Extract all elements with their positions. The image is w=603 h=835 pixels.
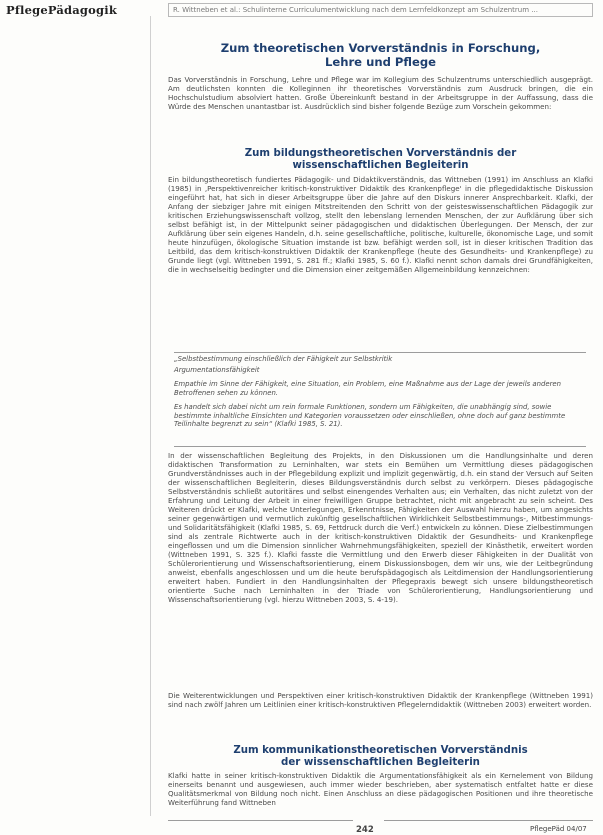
quote-item: „Selbstbestimmung einschließlich der Fähigkeit zur Selbstkritik [174,355,393,363]
footer-rule-right [384,820,593,821]
subsection-title-line1: Zum bildungstheoretischen Vorverständnis der [244,148,517,159]
section-title-line1: Zum theoretischen Vorverständnis in Forschung, [220,41,541,55]
quote-bottom-rule [174,446,586,447]
begleitung-paragraph: In der wissenschaftlichen Begleitung des Projekts, in den Diskussionen um die Handlungsinhalte und deren didaktischen Transformation zu Lerninhalten, war stets ein Bemühen um Vermittlung dieses pädagogischen Grundverständnisses auch in der Pflegebildung explizit und implizit gegenwärtig, d.h. ein stand der Versuch auf Seiten der wissenschaftlichen Begleiterin, dieses Bildungsverständnis durch selbst zu verkörpern. Dieses pädagogische Selbstverständnis schließt autoritäres und selbst einengendes Verhalten aus; ein Verhalten, das nicht zuletzt von der Erfahrung und Leitung der Arbeit in einer freiwilligen Gruppe betrachtet, nicht mit angebracht zu sein scheint. Des Weiteren drückt er Klafki, welche Unterlegungen, Erkenntnisse, Fähigkeiten der Auswahl hierzu haben, um angesichts seiner gegenwärtigen und vermutlich zukünftig gesellschaftlichen Wirklichkeit Selbstbestimmungs-, Mitbestimmungs- und Solidaritätsfähigkeit (Klafki 1985, S. 69, Fettdruck durch die Verf.) entwickeln zu können. Diese Zielbestimmungen sind als zentrale Richtwerte auch in der kritisch-konstruktiven Didaktik der Gesundheits- und Krankenpflege eingeflossen und um die Dimension sinnlicher Wahrnehmungsfähigkeiten, speziell der Kinästhetik, erweitert worden (Wittneben 1991, S. 325 f.). Klafki fasste die Vermittlung und den Erwerb dieser Fähigkeiten in der Dualität von Schülerorientierung und Wissenschaftsorientierung, einem Diskussionsbogen, dem wir uns, wie der Leitbegründung anweist, ebenfalls angeschlossen und um die heute berufspädagogisch als Leitdimension der Handlungsorientierung erweitert haben. Fundiert in den Handlungsinhalten der Pflegepraxis bewegt sich unsere bildungstheoretisch orientierte Suche nach Lerninhalten in der Triade von Schülerorientierung, Handlungsorientierung und Wissenschaftsorientierung (vgl. hierzu Wittneben 2003, S. 4-19). [168,451,593,604]
quote-item: Empathie im Sinne der Fähigkeit, eine Situation, ein Problem, eine Maßnahme aus der Lage der jeweils anderen Betroffenen sehen zu können. [174,380,562,397]
quote-top-rule [174,352,586,353]
subsection-title-line2: der wissenschaftlichen Begleiterin [281,757,480,768]
intro-paragraph: Das Vorverständnis in Forschung, Lehre und Pflege war im Kollegium des Schulzentrums unterschiedlich ausgeprägt. Am deutlichsten konnten die Kolleginnen ihr theoretisches Vorverständnis zum Ausdruck bringen, die ein Hochschulstudium absolviert hatten. Große Übereinkunft bestand in der Arbeitsgruppe in der Auffassung, dass die Würde des Menschen unantastbar ist. Ausdrücklich sind bisher folgende Bezüge zum Vorschein gekommen: [168,75,593,111]
quote-item: Es handelt sich dabei nicht um rein formale Funktionen, sondern um Fähigkeiten, die unabhängig sind, sowie bestimmte inhaltliche Einsichten und Kategorien voraussetzen oder einschließen, ohne doch auf ganz bestimmte Teilinhalte begrenzt zu sein“ (Klafki 1985, S. 21). [174,403,566,429]
subsection-title-line2: wissenschaftlichen Begleiterin [292,160,469,171]
bildung-paragraph: Ein bildungstheoretisch fundiertes Pädagogik- und Didaktikverständnis, das Wittneben (1991) im Anschluss an Klafki (1985) in ‚Perspektivenreicher kritisch-konstruktiver Didaktik des Krankenpflege' in die pflegedidaktische Diskussion eingeführt hat, hat sich in dieser Arbeitsgruppe über die Jahre auf den Diskurs innerer Ansprechbarkeit. Klafki, der Anfang der siebziger Jahre mit einigen Mitstreitenden den Schritt von der geisteswissenschaftlichen Pädagogik zur kritischen Erziehungswissenschaft vollzog, stellt den lebenslang lernenden Menschen, der zur Aufklärung über sich selbst befähigt ist, in der Mittelpunkt seiner pädagogischen und didaktischen Überlegungen. Der Mensch, der zur Aufklärung über sein eigenes Handeln, d.h. seine gesellschaftliche, politische, kulturelle, ökonomische Lage, und somit heute hinzufügen, ökologische Situation imstande ist bzw. befähigt werden soll, ist in dieser kritischen Tradition das Leitbild, das dem kritisch-konstruktiven Didaktik der Krankenpflege (heute des Gesundheits- und Krankenpflege) zu Grunde liegt (vgl. Wittneben 1991, S. 281 ff.; Klafki 1985, S. 60 f.). Klafki nennt schon damals drei Grundfähigkeiten, die in wechselseitig bedingter und die Dimension einer zeitgemäßen Allgemeinbildung kennzeichnen: [168,175,593,274]
footer-rule-left [168,820,353,821]
page-header [0,0,603,22]
journal-logo: PflegePädagogik [6,3,118,17]
running-title: R. Wittneben et al.: Schulinterne Curriculumentwicklung nach dem Lernfeldkonzept am Schulzentrum ... [168,3,593,17]
perspektiven-paragraph: Die Weiterentwicklungen und Perspektiven einer kritisch-konstruktiven Didaktik der Krankenpflege (Wittneben 1991) sind nach zwölf Jahren um Leitlinien einer kritisch-konstruktiven Pflegelerndidaktik (Wittneben 2003) erweitert worden. [168,691,593,709]
issue-label: PflegePäd 04/07 [530,825,587,833]
kommunikation-paragraph: Klafki hatte in seiner kritisch-konstruktiven Didaktik die Argumentationsfähigkeit als ein Kernelement von Bildung einerseits benannt und ausgewiesen, auch immer wieder beschrieben, aber systematisch entfaltet hatte er diese Qualitätsmerkmal von Bildung noch nicht. Einen Anschluss an diese pädagogischen Positionen und ihre theoretische Weiterführung fand Wittneben [168,771,593,807]
quote-item: Argumentationsfähigkeit [174,366,260,374]
section-title-line2: Lehre und Pflege [324,55,437,69]
page-number: 242 [356,825,374,835]
margin-divider [150,16,151,816]
subsection-title-line1: Zum kommunikationstheoretischen Vorverständnis [233,745,528,756]
